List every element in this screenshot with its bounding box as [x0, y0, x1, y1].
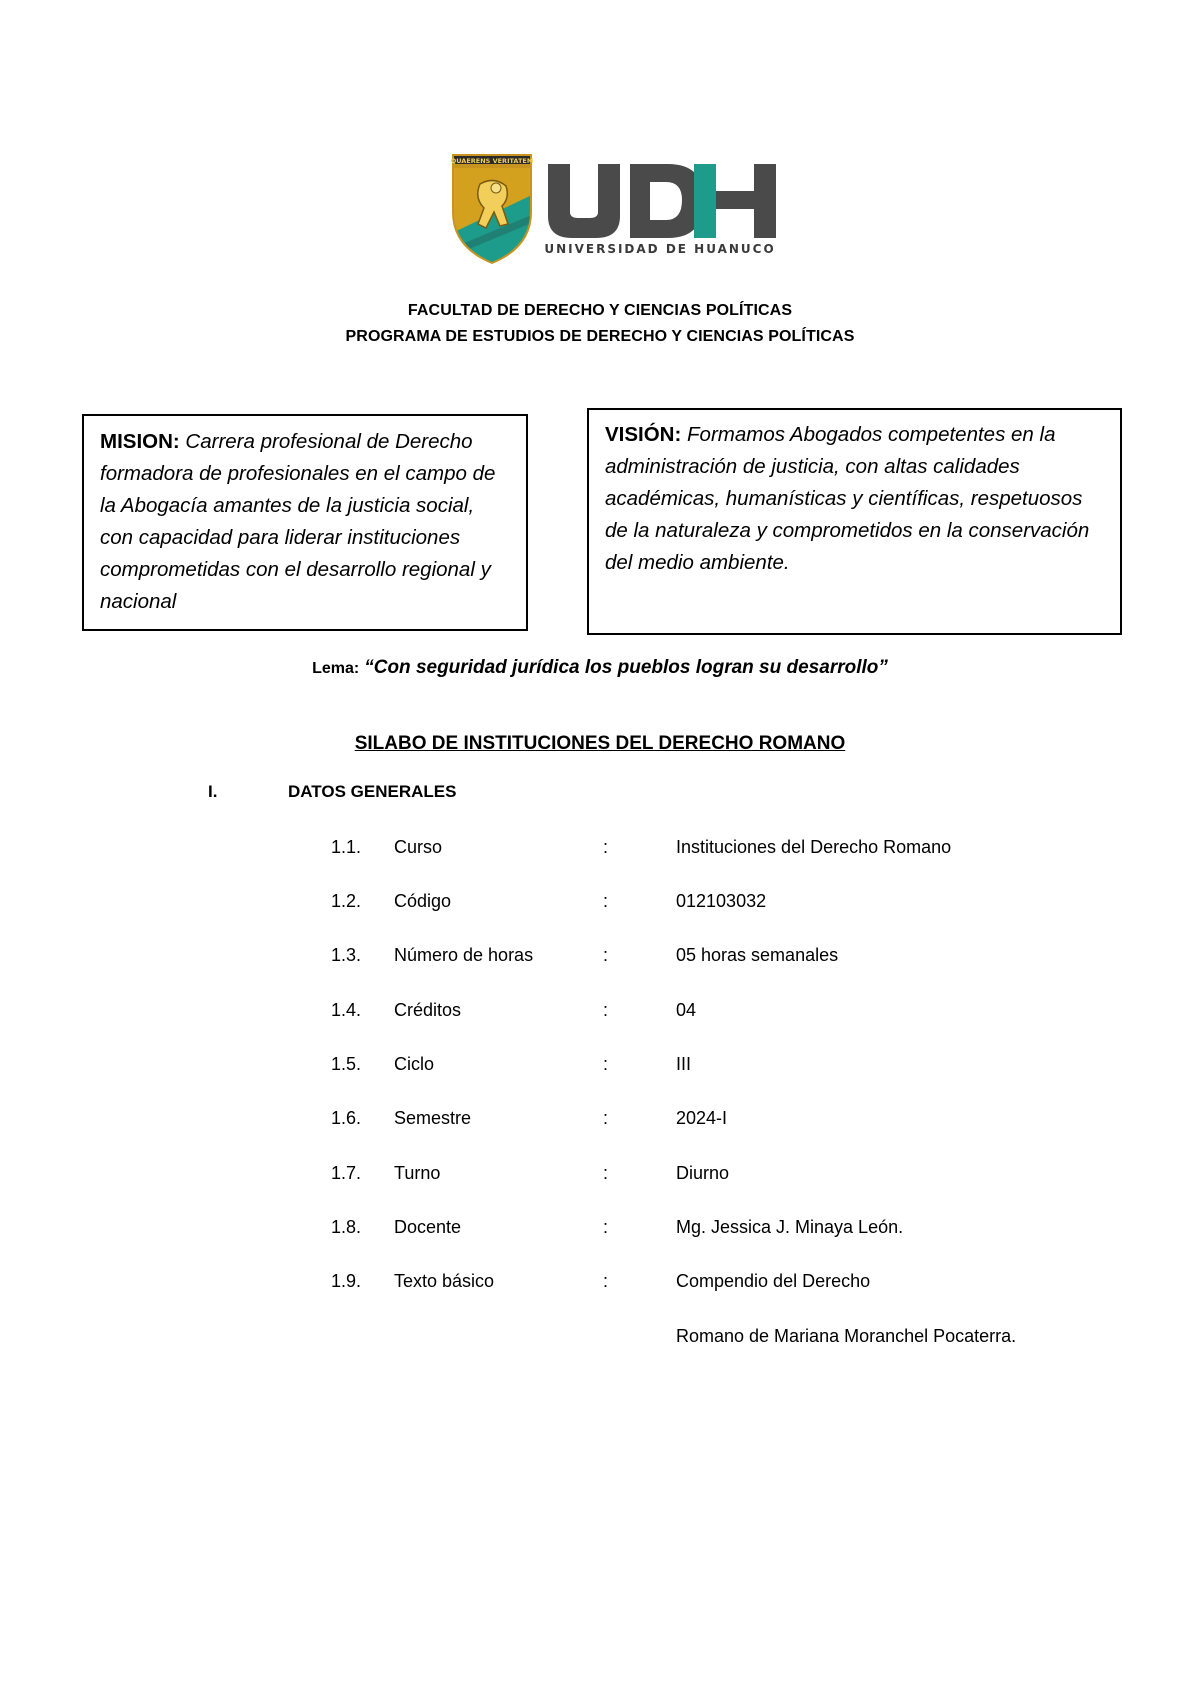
university-seal-icon: [450, 154, 534, 264]
row-key: Docente: [394, 1217, 462, 1237]
row-number: 1.3.: [331, 945, 362, 965]
program-title: PROGRAMA DE ESTUDIOS DE DERECHO Y CIENCIAS POLÍTICAS: [345, 328, 855, 345]
vision-box: [587, 408, 1122, 635]
row-value: Mg. Jessica J. Minaya León.: [676, 1217, 904, 1237]
row-colon: :: [603, 837, 609, 857]
lema-line: [0, 657, 1200, 679]
lema-text: “Con seguridad jurídica los pueblos logran su desarrollo”: [364, 657, 888, 678]
lema-label: Lema:: [312, 660, 360, 677]
udh-wordmark: [544, 160, 780, 240]
data-row: [0, 1163, 1200, 1191]
row-number: 1.5.: [331, 1054, 362, 1074]
row-value: 2024-I: [676, 1108, 728, 1128]
vision-text: Formamos Abogados competentes en la administración de justicia, con altas calidades académicas, humanísticas y científicas, respetuosos de la naturaleza y comprometidos en la conservación del medio ambiente.: [605, 423, 1090, 574]
row-number: 1.9.: [331, 1271, 362, 1291]
row-colon: :: [603, 1108, 609, 1128]
row-number: 1.2.: [331, 891, 362, 911]
row-colon: :: [603, 1000, 609, 1020]
university-logo: [450, 150, 790, 268]
mision-label: MISION:: [100, 430, 180, 453]
seal-motto-text: QUAERENS VERITATEM: [450, 157, 534, 165]
row-number: 1.7.: [331, 1163, 362, 1183]
row-value: 05 horas semanales: [676, 945, 839, 965]
mision-box: [82, 414, 528, 631]
data-row-continuation: [0, 1326, 1200, 1354]
row-number: 1.6.: [331, 1108, 362, 1128]
section-title: DATOS GENERALES: [288, 782, 457, 801]
row-key: Código: [394, 891, 452, 911]
row-key: Texto básico: [394, 1271, 495, 1291]
row-value: III: [676, 1054, 692, 1074]
row-key: Número de horas: [394, 945, 534, 965]
row-colon: :: [603, 1271, 609, 1291]
data-row: [0, 945, 1200, 973]
row-colon: :: [603, 1054, 609, 1074]
row-value: Compendio del Derecho: [676, 1271, 871, 1291]
row-value: 012103032: [676, 891, 767, 911]
university-name: UNIVERSIDAD DE HUANUCO: [544, 242, 776, 256]
row-number: 1.1.: [331, 837, 362, 857]
row-value: Diurno: [676, 1163, 730, 1183]
row-colon: :: [603, 945, 609, 965]
row-colon: :: [603, 891, 609, 911]
row-colon: :: [603, 1163, 609, 1183]
data-row: [0, 1108, 1200, 1136]
row-key: Turno: [394, 1163, 441, 1183]
row-colon: :: [603, 1217, 609, 1237]
row-number: 1.8.: [331, 1217, 362, 1237]
data-row: [0, 1000, 1200, 1028]
vision-label: VISIÓN:: [605, 423, 682, 446]
faculty-title: FACULTAD DE DERECHO Y CIENCIAS POLÍTICAS: [407, 302, 793, 319]
row-value: Instituciones del Derecho Romano: [676, 837, 952, 857]
mision-text: Carrera profesional de Derecho formadora de profesionales en el campo de la Abogacía amantes de la justicia social, con capacidad para liderar instituciones comprometidas con el desarrollo regional y nacional: [100, 430, 496, 613]
syllabus-title: SILABO DE INSTITUCIONES DEL DERECHO ROMANO: [354, 733, 846, 754]
row-key: Ciclo: [394, 1054, 435, 1074]
data-row: [0, 837, 1200, 865]
data-row: [0, 1217, 1200, 1245]
section-number: I.: [208, 782, 218, 801]
data-row: [0, 1271, 1200, 1299]
row-key: Curso: [394, 837, 443, 857]
row-number: 1.4.: [331, 1000, 362, 1020]
data-row: [0, 891, 1200, 919]
row-value: 04: [676, 1000, 697, 1020]
row-value-continuation: Romano de Mariana Moranchel Pocaterra.: [676, 1326, 1017, 1346]
row-key: Semestre: [394, 1108, 472, 1128]
row-key: Créditos: [394, 1000, 462, 1020]
data-row: [0, 1054, 1200, 1082]
